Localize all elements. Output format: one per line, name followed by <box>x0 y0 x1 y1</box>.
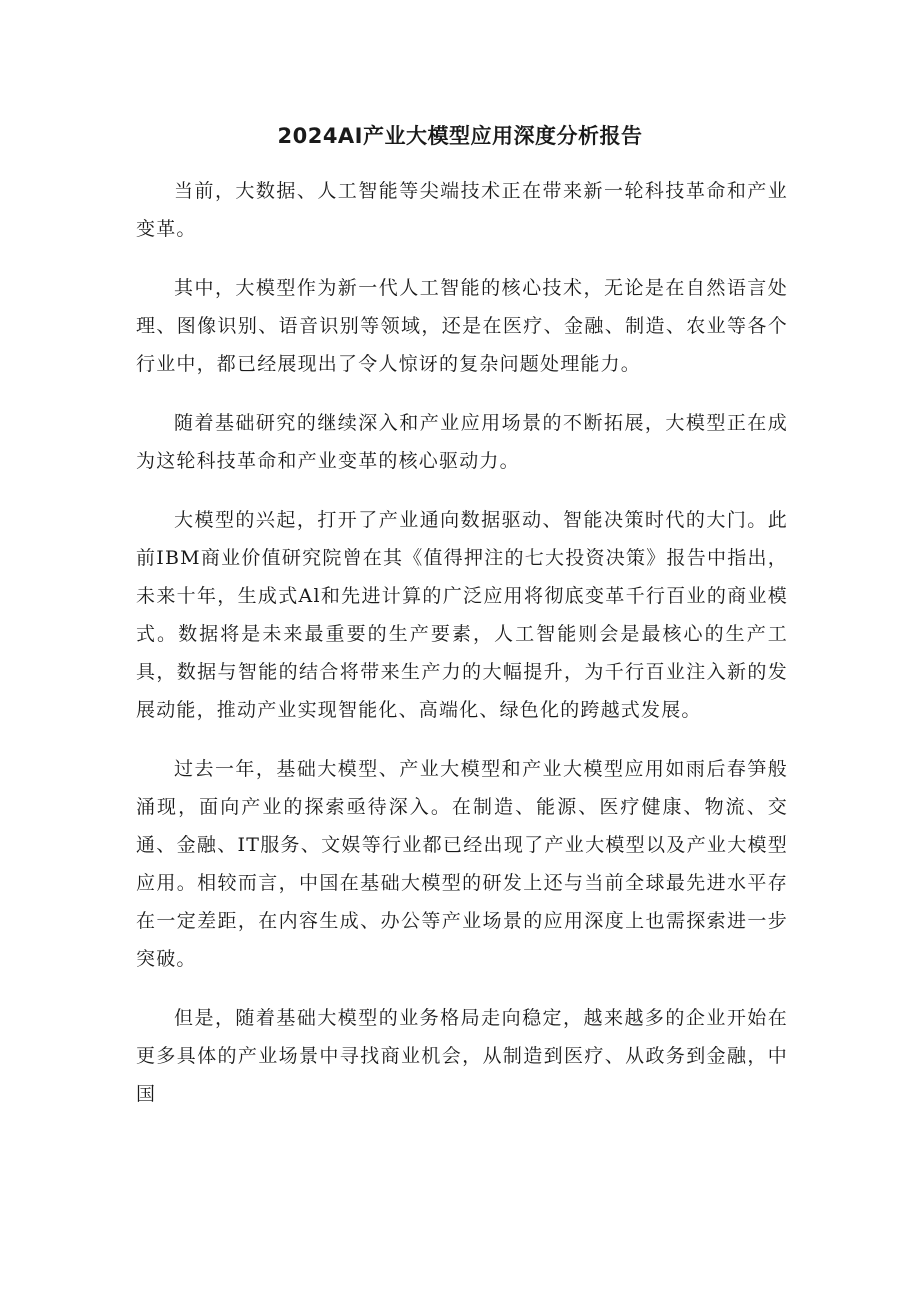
paragraph: 大模型的兴起，打开了产业通向数据驱动、智能决策时代的大门。此前IBM商业价值研究院曾在其《值得押注的七大投资决策》报告中指出，未来十年，生成式Al和先进计算的广泛应用将彻底变革千行百业的商业模式。数据将是未来最重要的生产要素，人工智能则会是最核心的生产工具，数据与智能的结合将带来生产力的大幅提升，为千行百业注入新的发展动能，推动产业实现智能化、高端化、绿色化的跨越式发展。 <box>136 509 788 721</box>
document-title: 2024AI产业大模型应用深度分析报告 <box>277 124 643 148</box>
paragraph: 过去一年，基础大模型、产业大模型和产业大模型应用如雨后春笋般涌现，面向产业的探索亟待深入。在制造、能源、医疗健康、物流、交通、金融、IT服务、文娱等行业都已经出现了产业大模型以及产业大模型应用。相较而言，中国在基础大模型的研发上还与当前全球最先进水平存在一定差距，在内容生成、办公等产业场景的应用深度上也需探索进一步突破。 <box>136 758 788 970</box>
paragraph: 其中，大模型作为新一代人工智能的核心技术，无论是在自然语言处理、图像识别、语音识别等领域，还是在医疗、金融、制造、农业等各个行业中，都已经展现出了令人惊讶的复杂问题处理能力。 <box>136 277 788 375</box>
paragraph: 但是，随着基础大模型的业务格局走向稳定，越来越多的企业开始在更多具体的产业场景中寻找商业机会，从制造到医疗、从政务到金融，中国 <box>136 1007 788 1105</box>
paragraph: 随着基础研究的继续深入和产业应用场景的不断拓展，大模型正在成为这轮科技革命和产业变革的核心驱动力。 <box>136 412 788 472</box>
paragraph: 当前，大数据、人工智能等尖端技术正在带来新一轮科技革命和产业变革。 <box>136 180 788 240</box>
document-body <box>136 172 788 1134</box>
